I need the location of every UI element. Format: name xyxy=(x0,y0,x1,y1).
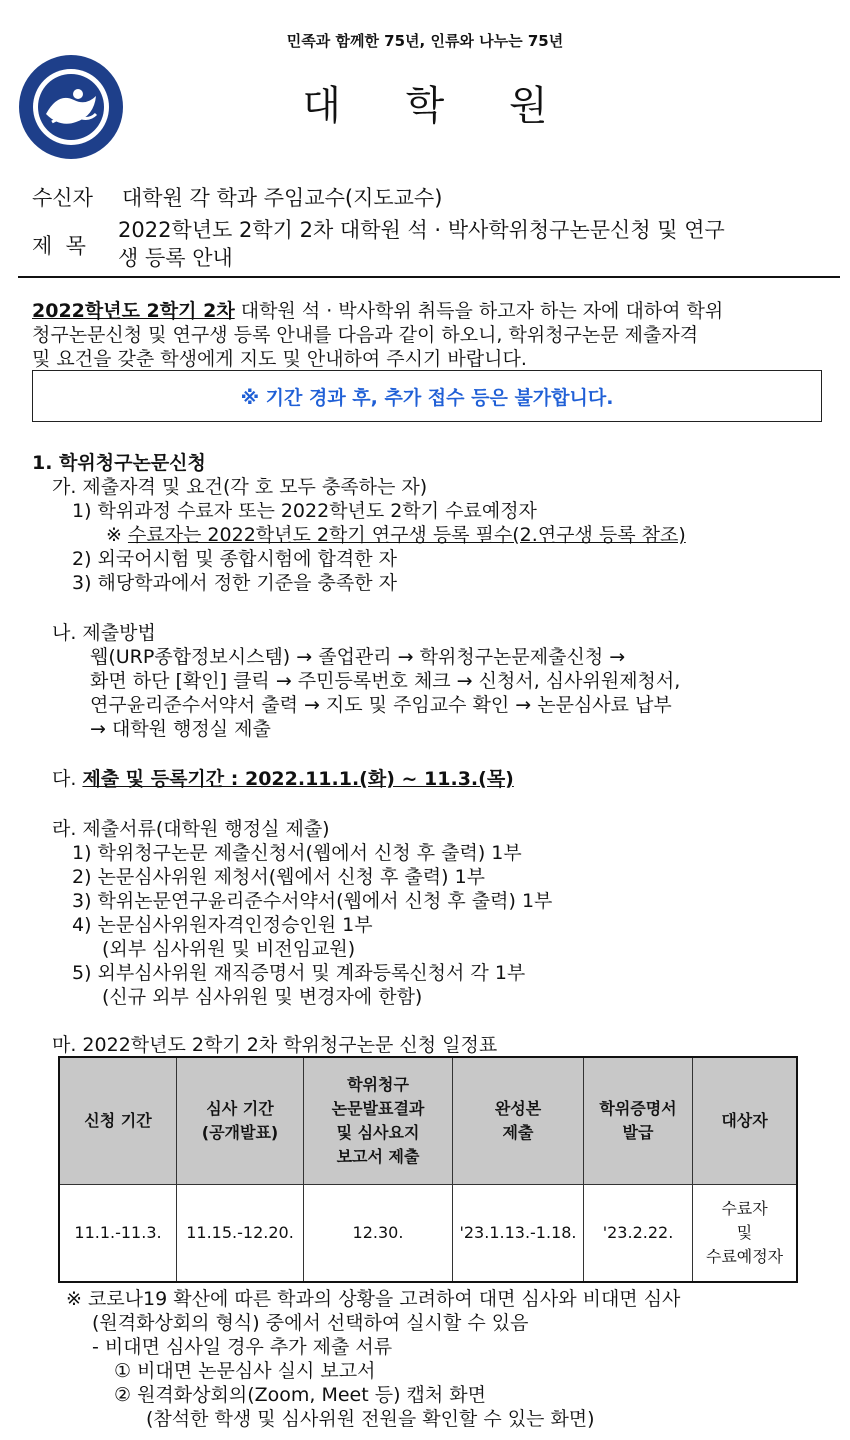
subject-line-2: 생 등록 안내 xyxy=(118,246,233,270)
footnote-line-4: ① 비대면 논문심사 실시 보고서 xyxy=(114,1360,376,1382)
cell-report-submission xyxy=(304,1185,453,1283)
header-application-period xyxy=(59,1057,177,1185)
cell-certificate-issue xyxy=(584,1185,693,1283)
ga-title: 가. 제출자격 및 요건(각 호 모두 충족하는 자) xyxy=(52,476,428,498)
recipient-label: 수신자 xyxy=(32,186,93,210)
header-line: 신청 기간 xyxy=(84,1111,152,1130)
submission-period: 제출 및 등록기간 : 2022.11.1.(화) ~ 11.3.(목) xyxy=(82,768,514,790)
da-prefix: 다. xyxy=(52,768,83,790)
na-title: 나. 제출방법 xyxy=(52,622,156,644)
cell-line: 12.30. xyxy=(352,1223,404,1242)
intro-line-2: 청구논문신청 및 연구생 등록 안내를 다음과 같이 하오니, 학위청구논문 제출자격 xyxy=(32,324,699,346)
ra-item-1: 1) 학위청구논문 제출신청서(웹에서 신청 후 출력) 1부 xyxy=(72,842,522,864)
cell-line: '23.1.13.-1.18. xyxy=(459,1223,577,1242)
document-title: 대 학 원 xyxy=(302,83,574,129)
header-line: 논문발표결과 xyxy=(331,1099,425,1118)
header-line: 완성본 xyxy=(494,1099,542,1118)
header-review-period xyxy=(177,1057,304,1185)
ga-item-1-note-text: 수료자는 2022학년도 2학기 연구생 등록 필수(2.연구생 등록 참조) xyxy=(127,524,686,546)
ra-item-5-sub: (신규 외부 심사위원 및 변경자에 한함) xyxy=(102,986,423,1008)
header-report-submission xyxy=(304,1057,453,1185)
deadline-notice-box xyxy=(32,370,822,422)
header-line: 대상자 xyxy=(721,1111,768,1130)
header-line: 및 심사요지 xyxy=(336,1123,420,1142)
cell-final-submission xyxy=(453,1185,584,1283)
ra-item-3: 3) 학위논문연구윤리준수서약서(웹에서 신청 후 출력) 1부 xyxy=(72,890,553,912)
ga-item-2: 2) 외국어시험 및 종합시험에 합격한 자 xyxy=(72,548,398,570)
header-line: 학위증명서 xyxy=(599,1099,677,1118)
ra-item-2: 2) 논문심사위원 제청서(웹에서 신청 후 출력) 1부 xyxy=(72,866,486,888)
header-line: 심사 기간 xyxy=(206,1099,274,1118)
header-target xyxy=(693,1057,798,1185)
footnote-line-5: ② 원격화상회의(Zoom, Meet 등) 캡처 화면 xyxy=(114,1384,486,1406)
ra-item-5: 5) 외부심사위원 재직증명서 및 계좌등록신청서 각 1부 xyxy=(72,962,526,984)
ga-item-1-note xyxy=(106,520,686,547)
intro-line-3: 및 요건을 갖춘 학생에게 지도 및 안내하여 주시기 바랍니다. xyxy=(32,348,527,370)
header-final-submission xyxy=(453,1057,584,1185)
ga-item-3: 3) 해당학과에서 정한 기준을 충족한 자 xyxy=(72,572,398,594)
na-line-2: 화면 하단 [확인] 클릭 → 주민등록번호 체크 → 신청서, 심사위원제청서, xyxy=(90,670,681,692)
cell-application-period xyxy=(59,1185,177,1283)
na-line-4: → 대학원 행정실 제출 xyxy=(90,718,271,740)
footnote-line-6: (참석한 학생 및 심사위원 전원을 확인할 수 있는 화면) xyxy=(146,1408,595,1430)
deadline-notice-text: ※ 기간 경과 후, 추가 접수 등은 불가합니다. xyxy=(240,386,614,409)
cell-line: 및 xyxy=(736,1223,753,1242)
schedule-table xyxy=(58,1056,798,1283)
header-line: 학위청구 xyxy=(347,1075,409,1094)
intro-line-1 xyxy=(32,296,723,323)
cell-line: '23.2.22. xyxy=(602,1223,674,1242)
note-mark: ※ xyxy=(106,524,128,546)
subject-label: 제 목 xyxy=(32,234,86,258)
recipient-value: 대학원 각 학과 주임교수(지도교수) xyxy=(122,186,443,210)
cell-line: 수료예정자 xyxy=(705,1247,784,1266)
header-line: 발급 xyxy=(622,1123,654,1142)
cell-target xyxy=(693,1185,798,1283)
schedule-header-row xyxy=(59,1057,797,1185)
subject-line-1: 2022학년도 2학기 2차 대학원 석 · 박사학위청구논문신청 및 연구 xyxy=(118,218,725,242)
footnote-line-2: (원격화상회의 형식) 중에서 선택하여 실시할 수 있음 xyxy=(92,1312,529,1334)
schedule-row xyxy=(59,1185,797,1283)
na-line-1: 웹(URP종합정보시스템) → 졸업관리 → 학위청구논문제출신청 → xyxy=(90,646,626,668)
ra-title: 라. 제출서류(대학원 행정실 제출) xyxy=(52,818,330,840)
footnote-line-1: ※ 코로나19 확산에 따른 학과의 상황을 고려하여 대면 심사와 비대면 심사 xyxy=(66,1288,681,1310)
da-line xyxy=(52,764,514,791)
cell-review-period xyxy=(177,1185,304,1283)
header-line: 제출 xyxy=(502,1123,534,1142)
header-certificate-issue xyxy=(584,1057,693,1185)
cell-line: 수료자 xyxy=(721,1199,768,1218)
header-divider xyxy=(18,276,840,278)
footnote-line-3: - 비대면 심사일 경우 추가 제출 서류 xyxy=(92,1336,393,1358)
cell-line: 11.15.-12.20. xyxy=(186,1223,294,1242)
header-line: (공개발표) xyxy=(201,1123,279,1142)
header-line: 보고서 제출 xyxy=(336,1147,420,1166)
slogan: 민족과 함께한 75년, 인류와 나누는 75년 xyxy=(286,32,564,50)
section-1-title: 1. 학위청구논문신청 xyxy=(32,452,206,474)
intro-highlight: 2022학년도 2학기 2차 xyxy=(32,300,235,322)
ra-item-4-sub: (외부 심사위원 및 비전임교원) xyxy=(102,938,356,960)
na-line-3: 연구윤리준수서약서 출력 → 지도 및 주임교수 확인 → 논문심사료 납부 xyxy=(90,694,672,716)
ra-item-4: 4) 논문심사위원자격인정승인원 1부 xyxy=(72,914,373,936)
ga-item-1: 1) 학위과정 수료자 또는 2022학년도 2학기 수료예정자 xyxy=(72,500,537,522)
cell-line: 11.1.-11.3. xyxy=(74,1223,162,1242)
intro-line-1-text: 대학원 석 · 박사학위 취득을 하고자 하는 자에 대하여 학위 xyxy=(234,300,724,322)
ma-title: 마. 2022학년도 2학기 2차 학위청구논문 신청 일정표 xyxy=(52,1034,498,1056)
